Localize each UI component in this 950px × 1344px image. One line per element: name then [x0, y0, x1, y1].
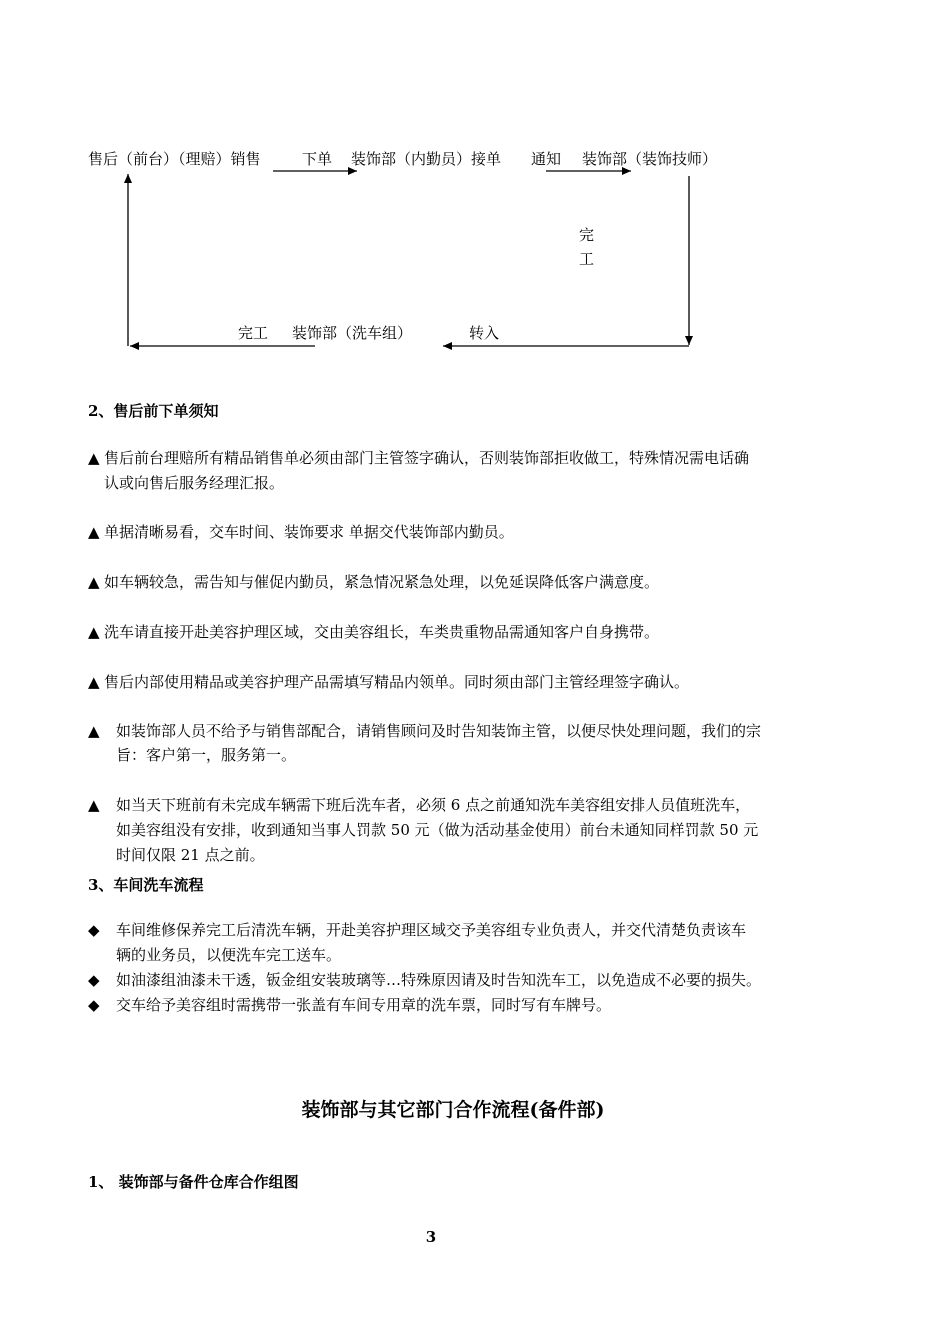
list-item-line: 旨：客户第一，服务第一。 [116, 746, 297, 764]
page-number: 3 [425, 1228, 437, 1246]
flow-label-tongzhi: 通知 [531, 150, 562, 168]
list-item-line: 如油漆组油漆未干透，钣金组安装玻璃等…特殊原因请及时告知洗车工，以免造成不必要的损失。 [116, 971, 762, 989]
list-item-line: 洗车请直接开赴美容护理区域，交由美容组长，车类贵重物品需通知客户自身携带。 [104, 623, 660, 641]
flow-node-xiche: 装饰部（洗车组） [292, 324, 413, 342]
bullet-icon: ▲ [88, 623, 100, 641]
flow-label-wangong: 完工 [238, 324, 269, 342]
bullet-icon: ◆ [88, 996, 100, 1014]
bullet-icon: ◆ [88, 921, 100, 939]
bullet-icon: ▲ [88, 673, 100, 691]
list-item-line: 如车辆较急，需告知与催促内勤员，紧急情况紧急处理，以免延误降低客户满意度。 [104, 573, 660, 591]
list-item-line: 辆的业务员，以便洗车完工送车。 [116, 946, 342, 964]
list-item-line: 单据清晰易看，交车时间、装饰要求 单据交代装饰部内勤员。 [104, 523, 514, 541]
flow-label-gong: 工 [579, 250, 595, 268]
bullet-icon: ▲ [88, 449, 100, 467]
list-item-line: 认或向售后服务经理汇报。 [104, 474, 285, 492]
list-item-line: 如当天下班前有未完成车辆需下班后洗车者，必须 6 点之前通知洗车美容组安排人员值班洗车， [116, 796, 751, 814]
list-item-line: 车间维修保养完工后清洗车辆，开赴美容护理区域交予美容组专业负责人，并交代清楚负责该车 [116, 921, 747, 939]
section-heading-2: 2、售后前下单须知 [88, 402, 219, 420]
list-item-line: 如美容组没有安排，收到通知当事人罚款 50 元（做为活动基金使用）前台未通知同样罚款 50 元 [116, 821, 759, 839]
flow-node-jishi: 装饰部（装饰技师） [582, 150, 718, 168]
list-item-line: 售后前台理赔所有精品销售单必须由部门主管签字确认，否则装饰部拒收做工，特殊情况需电话确 [104, 449, 750, 467]
section-heading-next: 1、 装饰部与备件仓库合作组图 [88, 1173, 299, 1191]
flow-node-start: 售后（前台）（理赔）销售 [88, 150, 261, 168]
list-item-line: 交车给予美容组时需携带一张盖有车间专用章的洗车票，同时写有车牌号。 [116, 996, 612, 1014]
bullet-icon: ▲ [88, 722, 100, 740]
list-item-line: 售后内部使用精品或美容护理产品需填写精品内领单。同时须由部门主管经理签字确认。 [104, 673, 690, 691]
page-title: 装饰部与其它部门合作流程(备件部) [301, 1099, 605, 1121]
flow-diagram-lines [0, 0, 950, 380]
bullet-icon: ▲ [88, 573, 100, 591]
section-heading-3: 3、车间洗车流程 [88, 876, 204, 894]
bullet-icon: ▲ [88, 523, 100, 541]
bullet-icon: ▲ [88, 796, 100, 814]
list-item-line: 时间仅限 21 点之前。 [116, 846, 265, 864]
flow-label-wan: 完 [579, 226, 595, 244]
bullet-icon: ◆ [88, 971, 100, 989]
flow-label-zhuanru: 转入 [469, 324, 500, 342]
flow-node-neiqin: 装饰部（内勤员）接单 [351, 150, 502, 168]
flow-label-xiadan: 下单 [302, 150, 333, 168]
list-item-line: 如装饰部人员不给予与销售部配合，请销售顾问及时告知装饰主管，以便尽快处理问题，我们的宗 [116, 722, 762, 740]
